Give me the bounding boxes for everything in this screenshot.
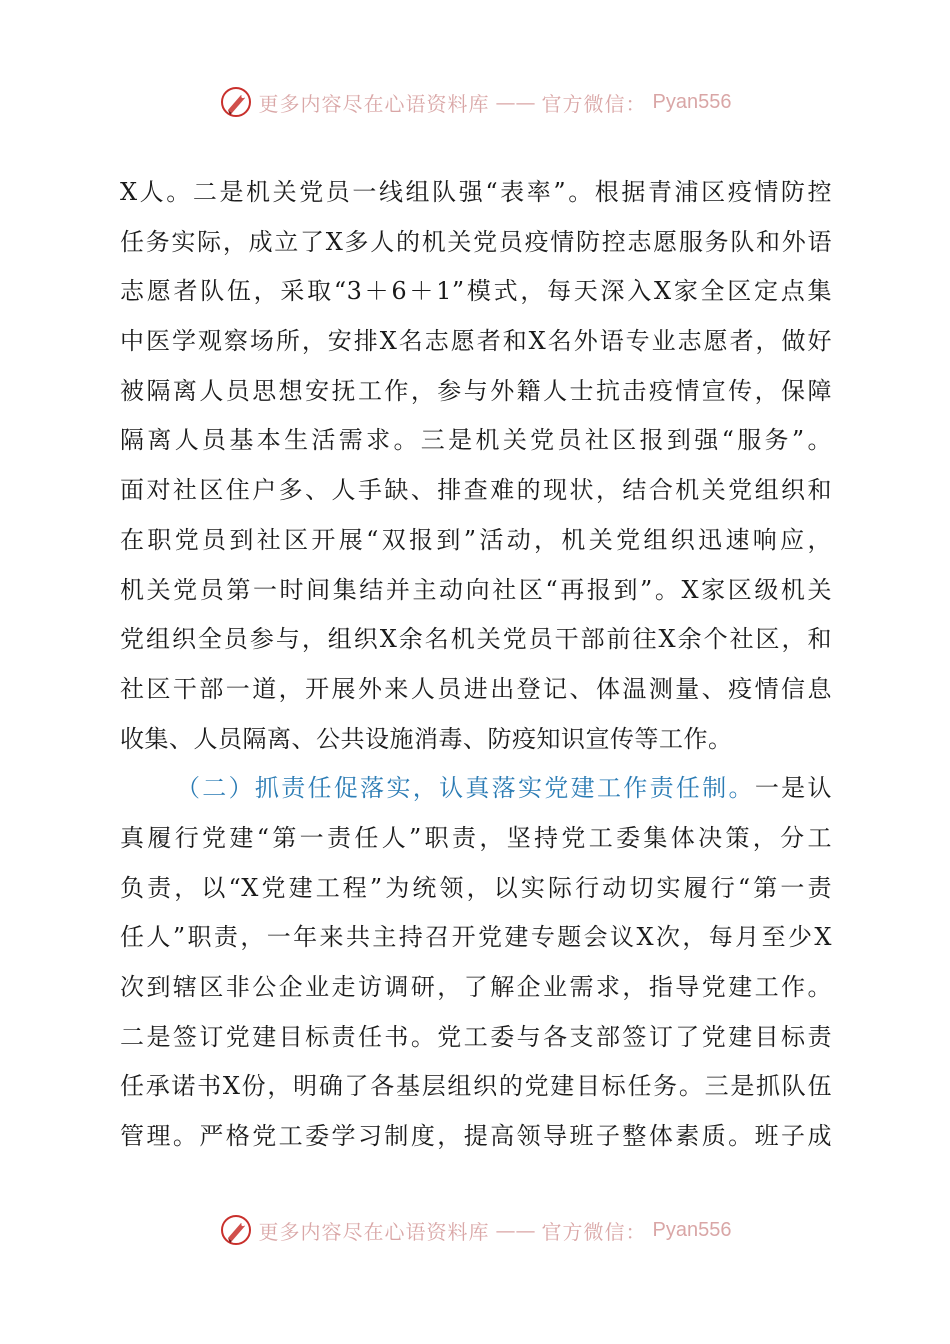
body-line: 真履行党建“第一责任人”职责，坚持党工委集体决策，分工 bbox=[120, 823, 832, 852]
body-line: X人。二是机关党员一线组队强“表率”。根据青浦区疫情防控 bbox=[120, 178, 832, 206]
body-line: 二是签订党建目标责任书。党工委与各支部签订了党建目标责 bbox=[120, 1022, 832, 1051]
body-line: 任承诺书X份，明确了各基层组织的党建目标任务。三是抓队伍 bbox=[120, 1072, 832, 1101]
body-line: 中医学观察场所，安排X名志愿者和X名外语专业志愿者，做好 bbox=[120, 327, 832, 356]
pen-nib-icon bbox=[219, 1213, 253, 1247]
watermark-separator: —— bbox=[495, 90, 536, 114]
watermark-account: Pyan556 bbox=[652, 1218, 732, 1241]
body-line: 面对社区住户多、人手缺、排查难的现状，结合机关党组织和 bbox=[120, 476, 832, 505]
body-line: 被隔离人员思想安抚工作，参与外籍人士抗击疫情宣传，保障 bbox=[120, 376, 832, 405]
body-line: 志愿者队伍，采取“3＋6＋1”模式，每天深入X家全区定点集 bbox=[120, 277, 832, 306]
body-line: 负责，以“X党建工程”为统领，以实际行动切实履行“第一责 bbox=[120, 873, 832, 902]
body-line: 任务实际，成立了X多人的机关党员疫情防控志愿服务队和外语 bbox=[120, 227, 832, 256]
watermark-brand: 更多内容尽在心语资料库 bbox=[258, 91, 490, 116]
watermark-brand: 更多内容尽在心语资料库 bbox=[258, 1219, 490, 1244]
body-line: 在职党员到社区开展“双报到”活动，机关党组织迅速响应， bbox=[120, 525, 832, 554]
pen-nib-icon bbox=[219, 85, 253, 119]
footer-watermark bbox=[0, 1208, 950, 1252]
body-line: 党组织全员参与，组织X余名机关党员干部前往X余个社区，和 bbox=[120, 625, 832, 654]
watermark-label: 官方微信： bbox=[541, 91, 647, 116]
body-line: 收集、人员隔离、公共设施消毒、防疫知识宣传等工作。 bbox=[120, 724, 733, 753]
body-line: 隔离人员基本生活需求。三是机关党员社区报到强“服务”。 bbox=[120, 426, 832, 455]
body-line: 管理。严格党工委学习制度，提高领导班子整体素质。班子成 bbox=[120, 1122, 832, 1151]
watermark-label: 官方微信： bbox=[541, 1219, 647, 1244]
document-body bbox=[120, 168, 832, 1162]
watermark-account: Pyan556 bbox=[652, 90, 732, 113]
body-line: 机关党员第一时间集结并主动向社区“再报到”。X家区级机关 bbox=[120, 575, 832, 604]
body-line: 次到辖区非公企业走访调研，了解企业需求，指导党建工作。 bbox=[120, 973, 832, 1001]
header-watermark bbox=[0, 80, 950, 124]
body-line: 任人”职责，一年来共主持召开党建专题会议X次，每月至少X bbox=[120, 923, 832, 952]
watermark-separator: —— bbox=[495, 1218, 536, 1242]
section-heading-line bbox=[120, 764, 832, 814]
section-heading-tail: 一是认 bbox=[754, 774, 832, 803]
section-heading: （二）抓责任促落实，认真落实党建工作责任制。 bbox=[176, 774, 755, 803]
body-line: 社区干部一道，开展外来人员进出登记、体温测量、疫情信息 bbox=[120, 674, 832, 703]
